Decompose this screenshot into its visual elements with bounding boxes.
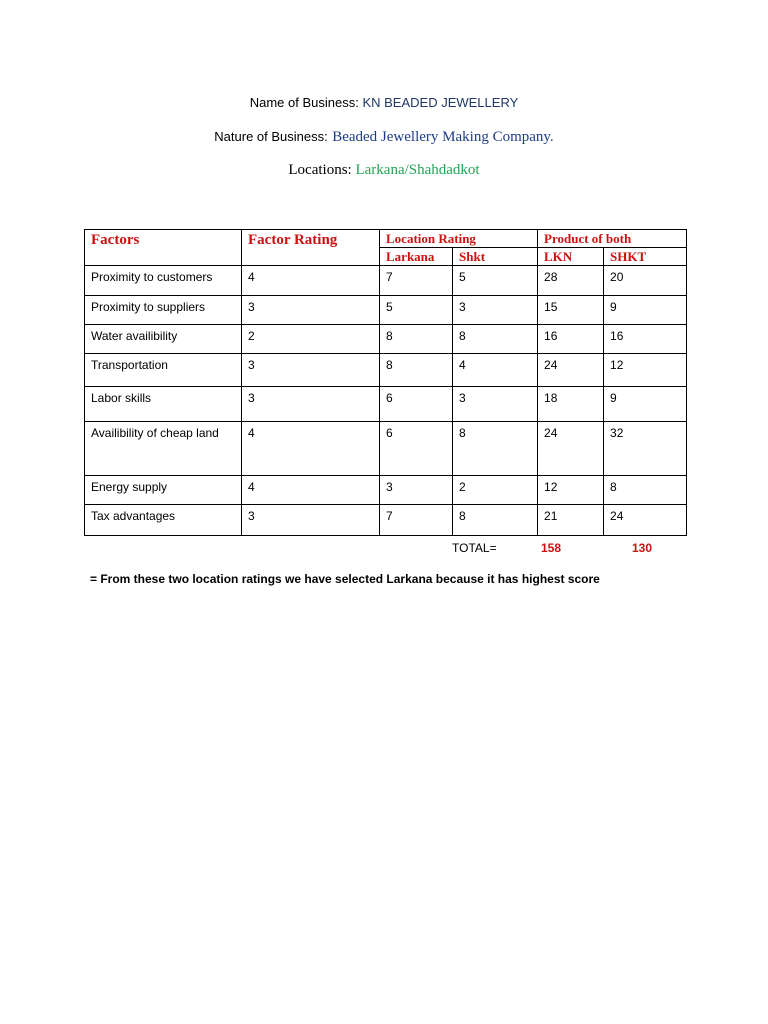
rating-cell: 3 — [242, 387, 380, 422]
factor-cell: Availibility of cheap land — [85, 422, 242, 476]
rating-cell: 3 — [242, 354, 380, 387]
total-label: TOTAL= — [452, 541, 497, 555]
business-nature-line — [0, 128, 768, 146]
larkana-cell: 6 — [380, 387, 453, 422]
locations-label: Locations: — [288, 162, 352, 178]
table-row — [85, 476, 687, 505]
lkn-product-cell: 24 — [538, 354, 604, 387]
larkana-cell: 6 — [380, 422, 453, 476]
lkn-product-cell: 15 — [538, 296, 604, 325]
business-name-line — [0, 95, 768, 110]
larkana-cell: 7 — [380, 505, 453, 536]
rating-cell: 2 — [242, 325, 380, 354]
business-name-label: Name of Business: — [249, 95, 359, 110]
lkn-product-cell: 28 — [538, 266, 604, 296]
shkt-product-cell: 8 — [604, 476, 687, 505]
rating-cell: 4 — [242, 476, 380, 505]
table-row — [85, 422, 687, 476]
shkt-product-cell: 24 — [604, 505, 687, 536]
header-shkt: Shkt — [453, 248, 538, 266]
larkana-cell: 3 — [380, 476, 453, 505]
larkana-cell: 8 — [380, 354, 453, 387]
factor-cell: Tax advantages — [85, 505, 242, 536]
business-name-value: KN BEADED JEWELLERY — [362, 95, 519, 110]
lkn-product-cell: 16 — [538, 325, 604, 354]
rating-cell: 3 — [242, 505, 380, 536]
shkt-cell: 8 — [453, 505, 538, 536]
shkt-product-cell: 20 — [604, 266, 687, 296]
rating-cell: 4 — [242, 266, 380, 296]
factor-rating-table — [84, 229, 687, 536]
shkt-product-cell: 16 — [604, 325, 687, 354]
header-product-of-both: Product of both — [538, 230, 687, 248]
lkn-product-cell: 24 — [538, 422, 604, 476]
rating-cell: 3 — [242, 296, 380, 325]
table-row — [85, 296, 687, 325]
larkana-cell: 5 — [380, 296, 453, 325]
larkana-cell: 8 — [380, 325, 453, 354]
shkt-cell: 8 — [453, 422, 538, 476]
locations-line — [0, 162, 768, 179]
factor-cell: Proximity to customers — [85, 266, 242, 296]
header-lkn: LKN — [538, 248, 604, 266]
factor-cell: Proximity to suppliers — [85, 296, 242, 325]
shkt-cell: 3 — [453, 387, 538, 422]
conclusion-text: = From these two location ratings we have selected Larkana because it has highest score — [90, 572, 600, 586]
shkt-cell: 3 — [453, 296, 538, 325]
shkt-cell: 4 — [453, 354, 538, 387]
header-shkt-product: SHKT — [604, 248, 687, 266]
shkt-cell: 5 — [453, 266, 538, 296]
larkana-cell: 7 — [380, 266, 453, 296]
table-row — [85, 505, 687, 536]
shkt-product-cell: 9 — [604, 387, 687, 422]
header-factor-rating: Factor Rating — [242, 230, 380, 266]
table-row — [85, 266, 687, 296]
header-factors: Factors — [85, 230, 242, 266]
factor-cell: Energy supply — [85, 476, 242, 505]
table-row — [85, 354, 687, 387]
lkn-product-cell: 12 — [538, 476, 604, 505]
locations-value: Larkana/Shahdadkot — [355, 162, 480, 178]
shkt-product-cell: 12 — [604, 354, 687, 387]
business-nature-value: Beaded Jewellery Making Company. — [332, 129, 554, 145]
header-larkana: Larkana — [380, 248, 453, 266]
lkn-product-cell: 18 — [538, 387, 604, 422]
factor-cell: Labor skills — [85, 387, 242, 422]
shkt-cell: 2 — [453, 476, 538, 505]
shkt-product-cell: 9 — [604, 296, 687, 325]
total-shkt-value: 130 — [632, 541, 653, 555]
shkt-cell: 8 — [453, 325, 538, 354]
header-location-rating: Location Rating — [380, 230, 538, 248]
rating-cell: 4 — [242, 422, 380, 476]
lkn-product-cell: 21 — [538, 505, 604, 536]
factor-cell: Transportation — [85, 354, 242, 387]
business-nature-label: Nature of Business: — [214, 129, 328, 144]
shkt-product-cell: 32 — [604, 422, 687, 476]
total-lkn-value: 158 — [541, 541, 562, 555]
table-row — [85, 387, 687, 422]
table-row — [85, 325, 687, 354]
factor-cell: Water availibility — [85, 325, 242, 354]
